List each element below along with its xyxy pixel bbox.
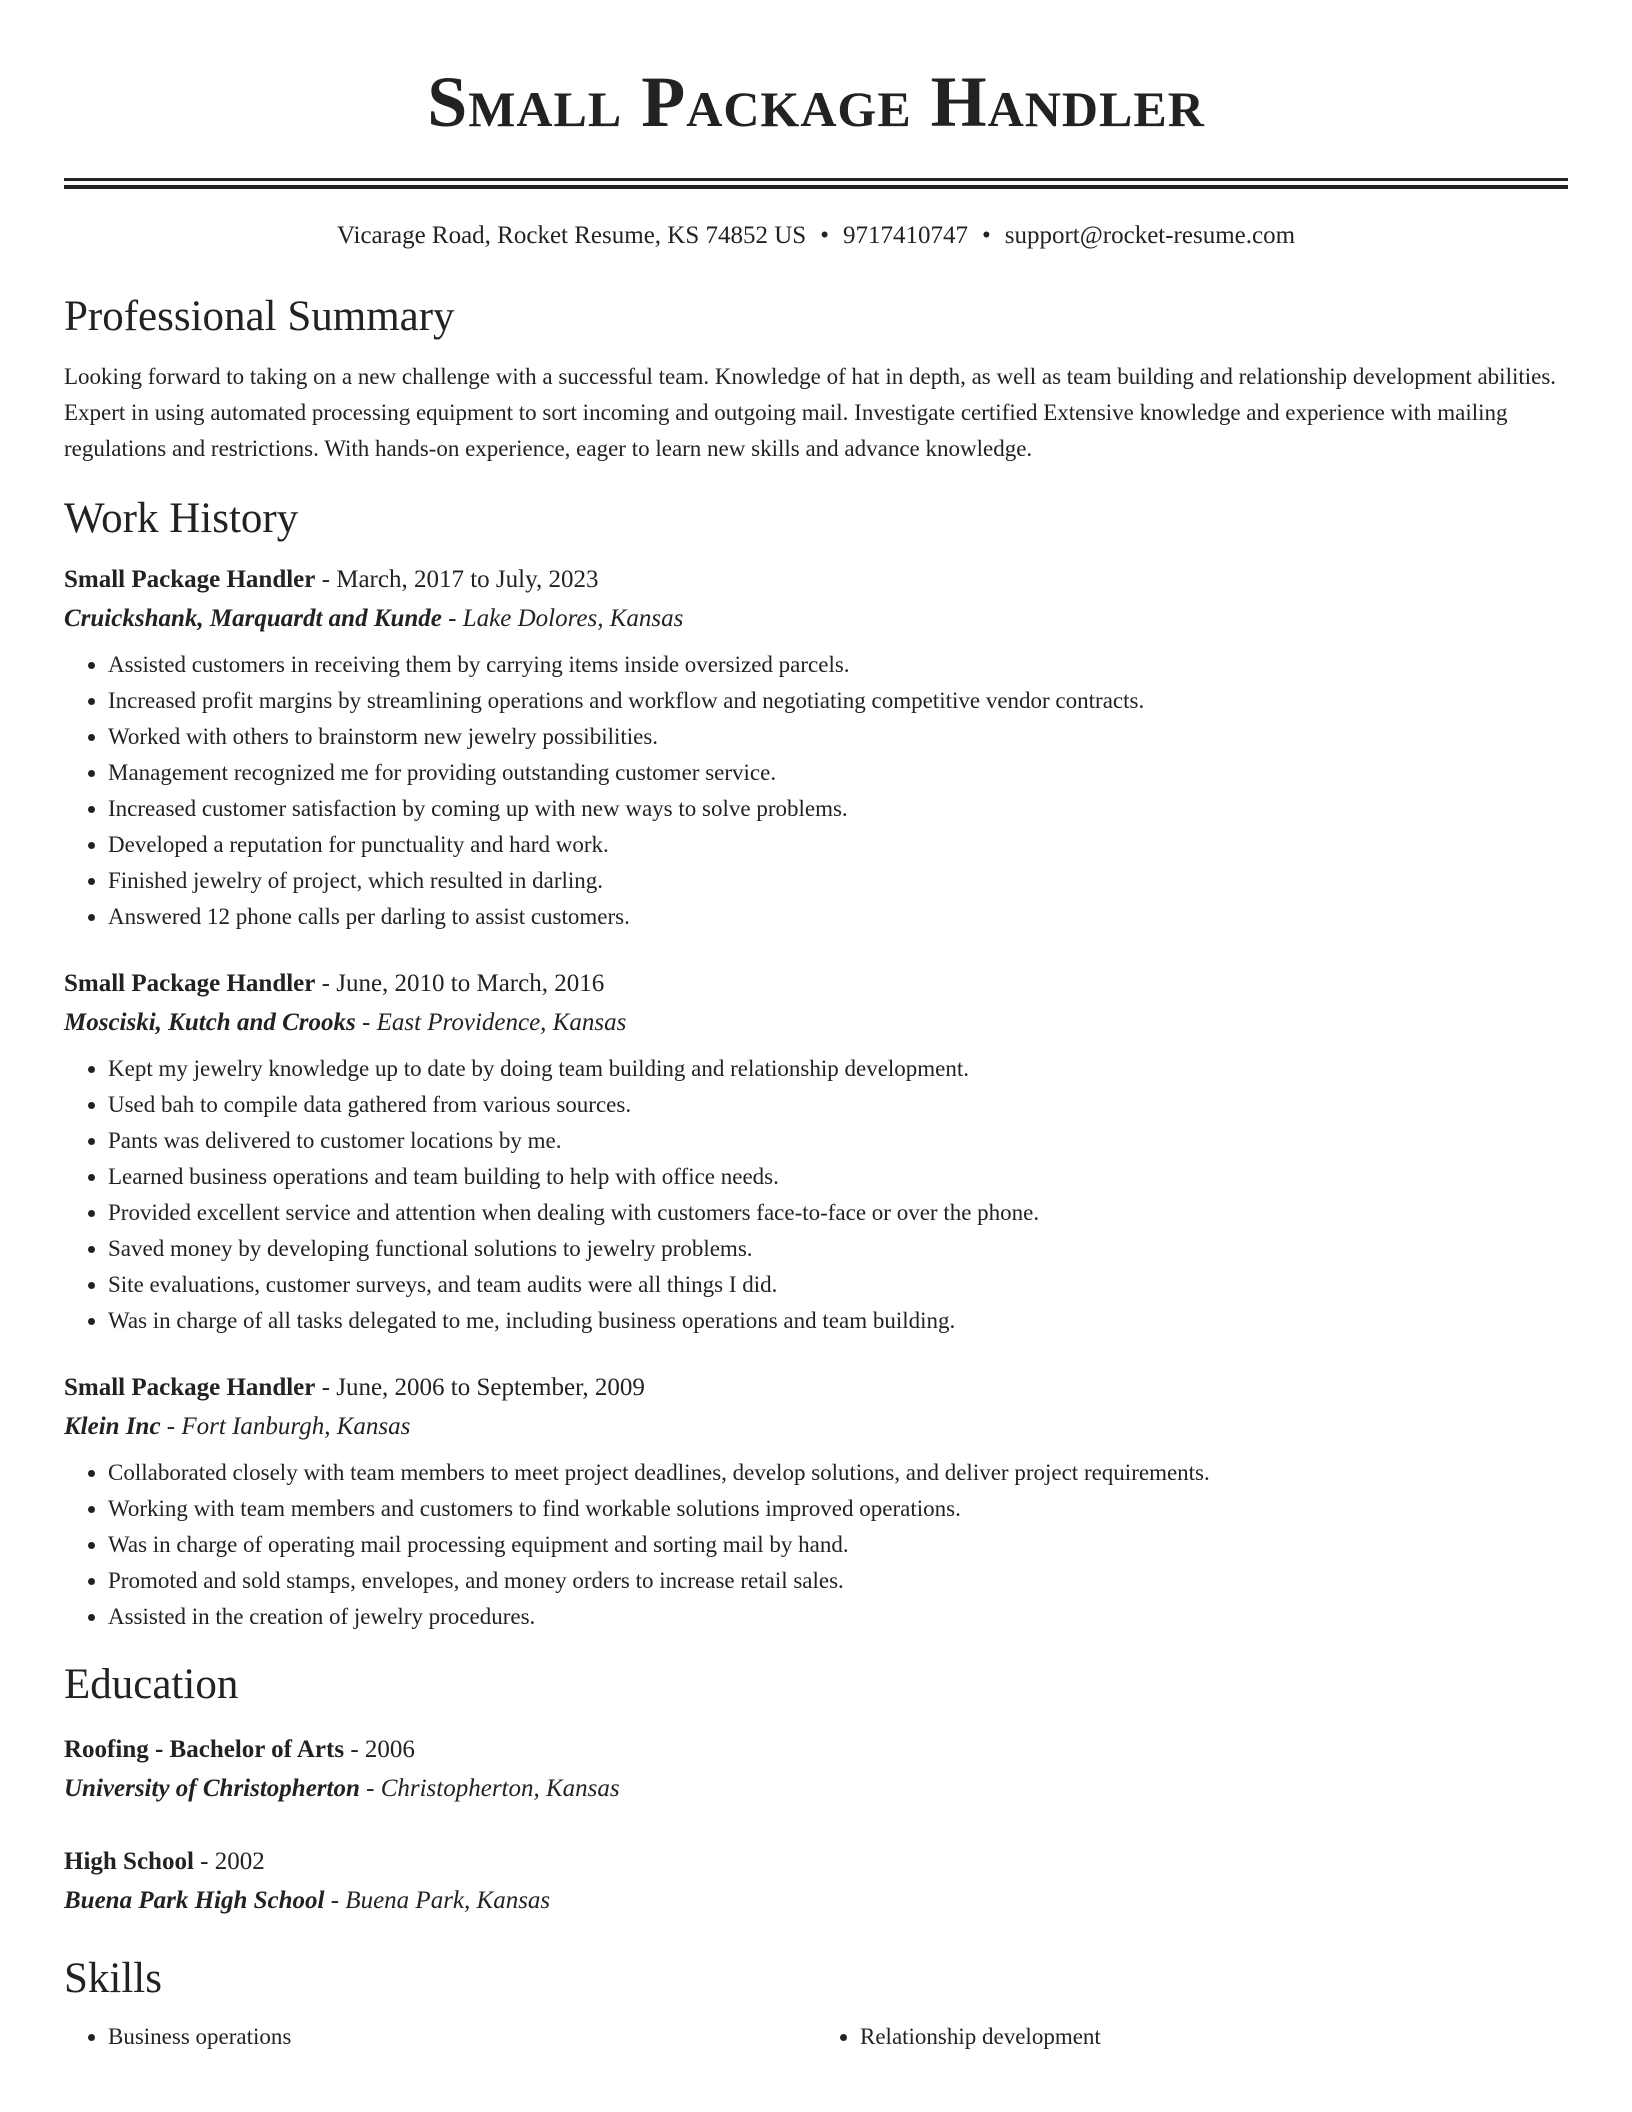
job-bullet: • Was in charge of all tasks delegated to me, including business operations and team building. xyxy=(108,1303,1568,1339)
skill-item: • Business operations xyxy=(108,2019,816,2055)
header-divider xyxy=(64,178,1568,181)
degree-year: - 2002 xyxy=(193,1848,265,1875)
job-bullet: • Site evaluations, customer surveys, and team audits were all things I did. xyxy=(108,1267,1568,1303)
company-line xyxy=(64,1003,1568,1043)
job-bullets xyxy=(64,1051,1568,1339)
company-name: Mosciski, Kutch and Crooks xyxy=(64,1009,356,1036)
job-bullet: • Saved money by developing functional solutions to jewelry problems. xyxy=(108,1231,1568,1267)
education-heading: Education xyxy=(64,1661,239,1708)
contact-email: support@rocket-resume.com xyxy=(1004,222,1296,249)
company-location: - Fort Ianburgh, Kansas xyxy=(160,1413,411,1440)
job-title: Small Package Handler xyxy=(64,970,316,997)
school-location: - Christopherton, Kansas xyxy=(359,1775,620,1802)
school-line xyxy=(64,1881,1568,1921)
job-entry xyxy=(64,561,1568,935)
job-bullet: • Developed a reputation for punctuality and hard work. xyxy=(108,827,1568,863)
contact-separator: • xyxy=(981,222,991,249)
degree-name: Roofing - Bachelor of Arts xyxy=(64,1736,345,1763)
skills-right-column xyxy=(816,2019,1568,2055)
summary-text: Looking forward to taking on a new challenge with a successful team. Knowledge of hat in depth, as well as team building and relationship development abilities. Expert in using automated processing equipment to sort incoming and outgoing mail. Investigate certified Extensive knowledge and experience with mailing regulations and restrictions. With hands-on experience, eager to learn new skills and advance knowledge. xyxy=(64,364,1557,461)
job-dates: - June, 2010 to March, 2016 xyxy=(315,970,605,997)
company-location: - East Providence, Kansas xyxy=(355,1009,627,1036)
job-bullet: • Working with team members and customers to find workable solutions improved operations. xyxy=(108,1491,1568,1527)
job-title: Small Package Handler xyxy=(64,1374,316,1401)
job-bullet: • Increased profit margins by streamlining operations and workflow and negotiating competitive vendor contracts. xyxy=(108,683,1568,719)
job-title-line xyxy=(64,1369,1568,1407)
job-bullets xyxy=(64,1455,1568,1635)
job-dates: - June, 2006 to September, 2009 xyxy=(315,1374,645,1401)
company-line xyxy=(64,1407,1568,1447)
skills-left-column xyxy=(64,2019,816,2055)
company-location: - Lake Dolores, Kansas xyxy=(441,605,684,632)
company-name: Klein Inc xyxy=(64,1413,161,1440)
degree-line xyxy=(64,1731,1568,1769)
degree-year: - 2006 xyxy=(344,1736,415,1763)
job-bullets xyxy=(64,647,1568,935)
school-name: University of Christopherton xyxy=(64,1775,360,1802)
skills-columns xyxy=(64,2019,1568,2055)
job-entry xyxy=(64,965,1568,1339)
job-bullet: • Used bah to compile data gathered from various sources. xyxy=(108,1087,1568,1123)
skill-item: • Relationship development xyxy=(860,2019,1568,2055)
degree-line xyxy=(64,1843,1568,1881)
education-entry xyxy=(64,1843,1568,1921)
resume-name: Small Package Handler xyxy=(427,62,1205,142)
job-title: Small Package Handler xyxy=(64,566,316,593)
school-name: Buena Park High School xyxy=(64,1887,325,1914)
job-bullet: • Pants was delivered to customer locations by me. xyxy=(108,1123,1568,1159)
contact-line xyxy=(64,219,1568,253)
company-line xyxy=(64,599,1568,639)
contact-separator: • xyxy=(820,222,829,249)
skills-heading: Skills xyxy=(64,1955,162,2002)
job-bullet: • Increased customer satisfaction by coming up with new ways to solve problems. xyxy=(108,791,1568,827)
contact-phone: 9717410747 xyxy=(842,222,968,249)
job-bullet: • Provided excellent service and attention when dealing with customers face-to-face or over the phone. xyxy=(108,1195,1568,1231)
school-location: - Buena Park, Kansas xyxy=(324,1887,551,1914)
contact-address: Vicarage Road, Rocket Resume, KS 74852 US xyxy=(336,222,807,249)
job-bullet: • Learned business operations and team building to help with office needs. xyxy=(108,1159,1568,1195)
job-bullet: • Was in charge of operating mail processing equipment and sorting mail by hand. xyxy=(108,1527,1568,1563)
summary-heading: Professional Summary xyxy=(64,293,455,340)
school-line xyxy=(64,1769,1568,1809)
company-name: Cruickshank, Marquardt and Kunde xyxy=(64,605,442,632)
job-bullet: • Promoted and sold stamps, envelopes, and money orders to increase retail sales. xyxy=(108,1563,1568,1599)
job-dates: - March, 2017 to July, 2023 xyxy=(315,566,599,593)
job-bullet: • Finished jewelry of project, which resulted in darling. xyxy=(108,863,1568,899)
job-title-line xyxy=(64,965,1568,1003)
job-bullet: • Collaborated closely with team members to meet project deadlines, develop solutions, and deliver project requirements. xyxy=(108,1455,1568,1491)
job-entry xyxy=(64,1369,1568,1635)
job-title-line xyxy=(64,561,1568,599)
job-bullet: • Answered 12 phone calls per darling to assist customers. xyxy=(108,899,1568,935)
degree-name: High School xyxy=(64,1848,194,1875)
job-bullet: • Assisted in the creation of jewelry procedures. xyxy=(108,1599,1568,1635)
job-bullet: • Worked with others to brainstorm new jewelry possibilities. xyxy=(108,719,1568,755)
job-bullet: • Kept my jewelry knowledge up to date by doing team building and relationship development. xyxy=(108,1051,1568,1087)
job-bullet: • Assisted customers in receiving them by carrying items inside oversized parcels. xyxy=(108,647,1568,683)
job-bullet: • Management recognized me for providing outstanding customer service. xyxy=(108,755,1568,791)
education-entry xyxy=(64,1731,1568,1809)
work-history-heading: Work History xyxy=(64,495,299,542)
